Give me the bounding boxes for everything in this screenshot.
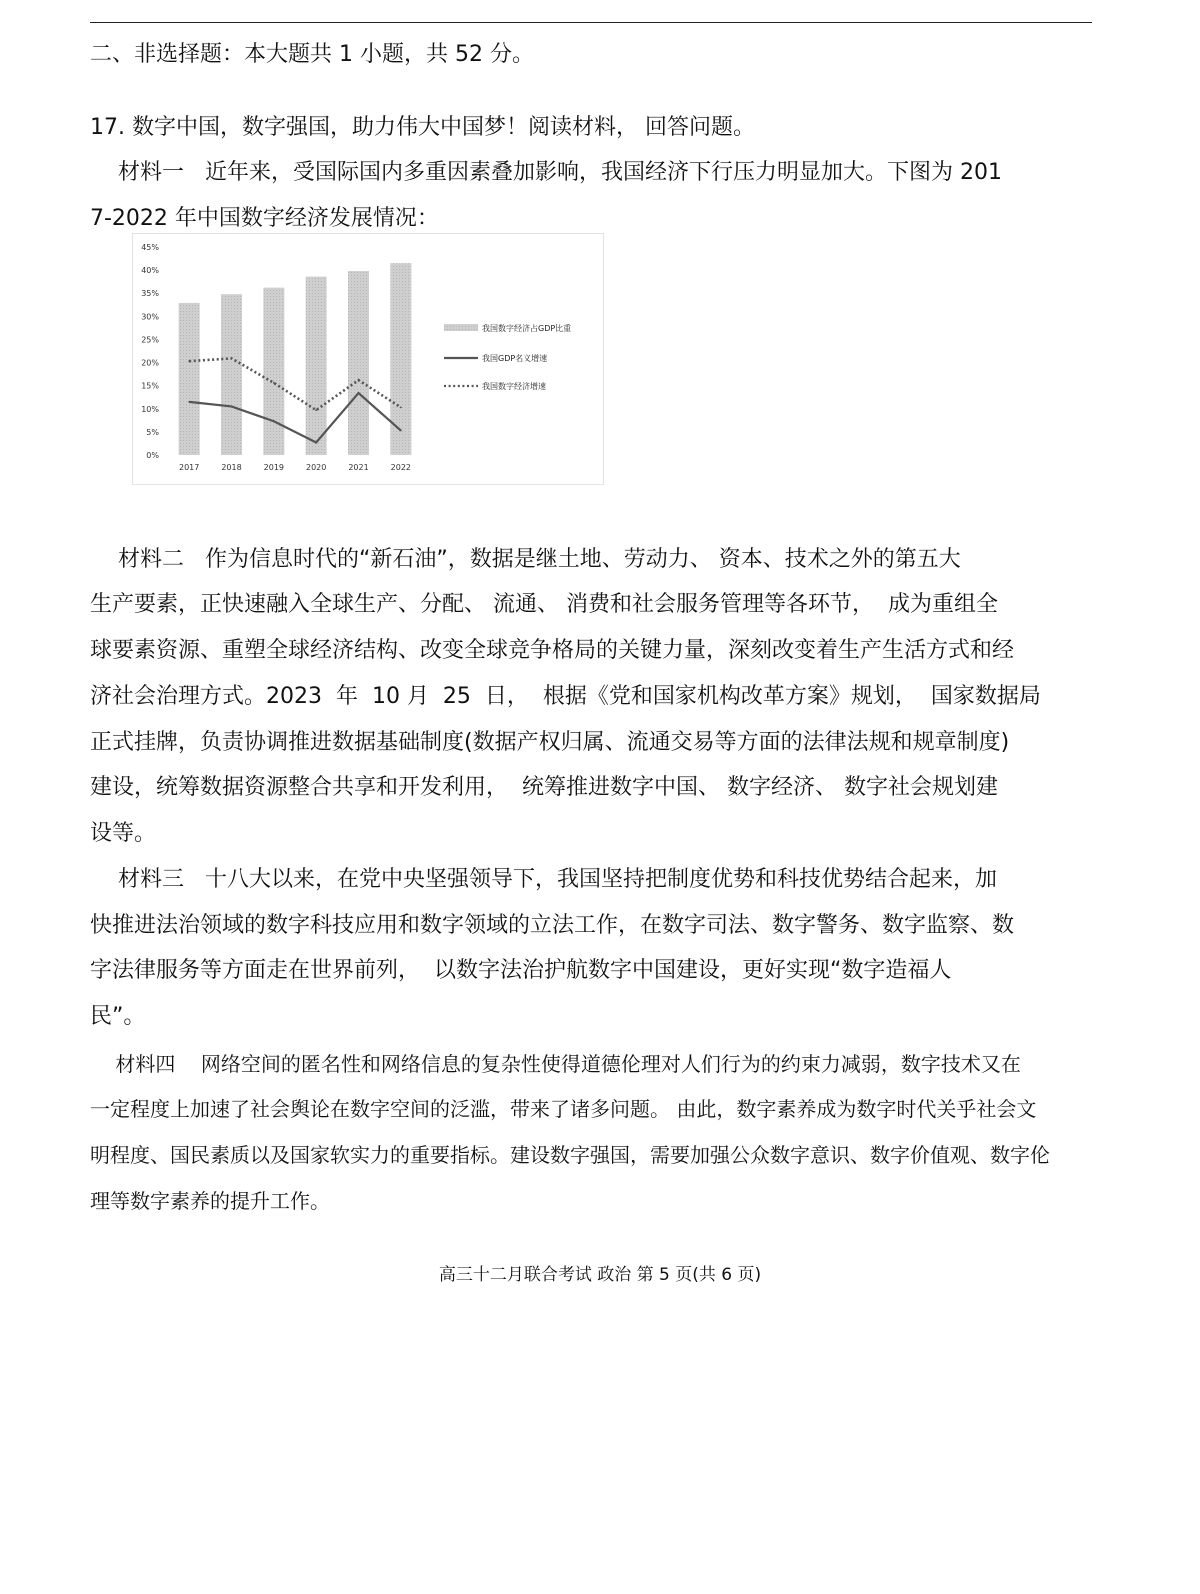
line-point	[231, 406, 233, 408]
material-4-line: 理等数字素养的提升工作。	[90, 1189, 330, 1213]
bar	[263, 288, 284, 455]
material-2-line: 济社会治理方式。2023 年 10 月 25 日， 根据《党和国家机构改革方案》规划， 国家数据局	[90, 684, 1041, 709]
page-footer: 高三十二月联合考试 政治 第 5 页(共 6 页)	[438, 1265, 762, 1285]
legend-label: 我国数字经济增速	[482, 382, 546, 391]
line-point	[400, 406, 402, 408]
bar	[221, 294, 242, 455]
x-tick-label: 2022	[390, 463, 412, 472]
x-tick-label: 2020	[305, 463, 327, 472]
line-point	[315, 442, 317, 444]
line-point	[273, 420, 275, 422]
y-tick-label: 5%	[146, 427, 159, 437]
section-heading: 二、非选择题：本大题共 1 小题，共 52 分。	[90, 42, 534, 67]
y-tick-label: 25%	[141, 335, 159, 345]
x-tick-label: 2018	[221, 463, 242, 472]
legend-swatch	[444, 324, 478, 331]
legend-label: 我国数字经济占GDP比重	[482, 324, 572, 333]
y-tick-label: 15%	[141, 381, 159, 391]
y-tick-label: 30%	[141, 312, 159, 322]
line-point	[188, 401, 190, 403]
y-tick-label: 10%	[141, 404, 159, 414]
legend-label: 我国GDP名义增速	[482, 354, 548, 363]
bar	[348, 271, 369, 455]
material-2-line: 正式挂牌，负责协调推进数据基础制度(数据产权归属、流通交易等方面的法律法规和规章制度)	[90, 730, 1010, 755]
bar	[306, 277, 327, 455]
x-tick-label: 2019	[263, 463, 285, 472]
x-tick-label: 2017	[178, 463, 200, 472]
material-4-line: 一定程度上加速了社会舆论在数字空间的泛滥，带来了诸多问题。 由此，数字素养成为数字时代关乎社会文	[90, 1097, 1037, 1121]
material-1-line: 7-2022 年中国数字经济发展情况：	[90, 206, 439, 231]
y-tick-label: 35%	[141, 289, 159, 299]
x-tick-label: 2021	[348, 463, 369, 472]
line-point	[358, 392, 360, 394]
material-3-line: 字法律服务等方面走在世界前列， 以数字法治护航数字中国建设，更好实现“数字造福人	[90, 958, 952, 983]
line-point	[231, 357, 233, 359]
material-2-line: 材料二 作为信息时代的“新石油”，数据是继土地、劳动力、 资本、技术之外的第五大	[90, 547, 961, 572]
material-4-line: 明程度、国民素质以及国家软实力的重要指标。建设数字强国，需要加强公众数字意识、数字价值观、数字伦	[90, 1143, 1050, 1167]
material-3-line: 民”。	[90, 1004, 146, 1029]
material-2-line: 球要素资源、重塑全球经济结构、改变全球竞争格局的关键力量，深刻改变着生产生活方式和经	[90, 638, 1015, 663]
material-2-line: 建设，统筹数据资源整合共享和开发利用， 统筹推进数字中国、 数字经济、 数字社会规划建	[90, 775, 998, 800]
line-point	[273, 382, 275, 384]
line-point	[400, 430, 402, 432]
line-point	[188, 360, 190, 362]
digital-economy-chart	[132, 233, 604, 485]
line-point	[315, 409, 317, 411]
y-tick-label: 0%	[146, 451, 159, 460]
line-point	[358, 379, 360, 381]
material-2-line: 生产要素，正快速融入全球生产、分配、 流通、 消费和社会服务管理等各环节， 成为重组全	[90, 592, 998, 617]
material-3-line: 材料三 十八大以来，在党中央坚强领导下，我国坚持把制度优势和科技优势结合起来，加	[90, 867, 997, 892]
material-2-line: 设等。	[90, 821, 157, 846]
top-rule	[90, 22, 1092, 23]
material-3-line: 快推进法治领域的数字科技应用和数字领域的立法工作，在数字司法、数字警务、数字监察、数	[90, 913, 1015, 938]
material-4-line: 材料四 网络空间的匿名性和网络信息的复杂性使得道德伦理对人们行为的约束力减弱，数字技术又在	[90, 1052, 1021, 1076]
bar	[390, 263, 411, 455]
chart-svg	[132, 233, 604, 485]
y-tick-label: 45%	[141, 243, 159, 252]
bar	[179, 303, 200, 455]
question-title: 17. 数字中国，数字强国，助力伟大中国梦！阅读材料， 回答问题。	[90, 115, 755, 140]
material-1-line: 材料一 近年来，受国际国内多重因素叠加影响，我国经济下行压力明显加大。下图为 201	[90, 160, 1002, 185]
y-tick-label: 20%	[141, 358, 159, 368]
y-tick-label: 40%	[141, 266, 159, 276]
